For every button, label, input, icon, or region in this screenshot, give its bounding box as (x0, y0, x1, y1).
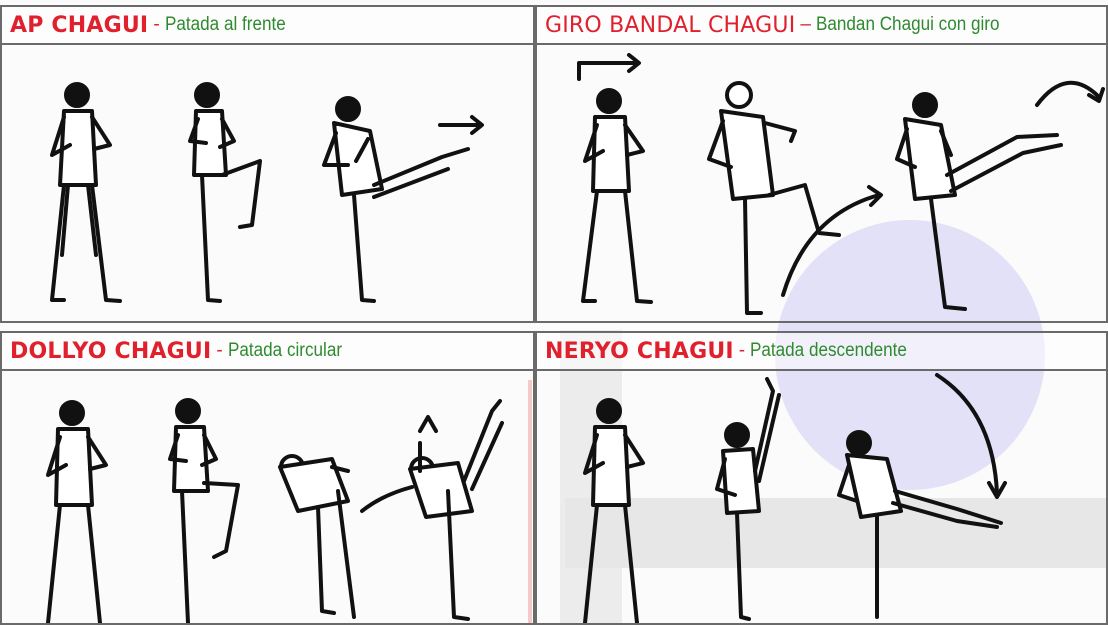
separator: – (800, 14, 811, 35)
figure-sequence (537, 371, 1106, 623)
panel-header (537, 7, 1106, 45)
motion-arrow (937, 375, 997, 493)
separator: - (216, 340, 223, 361)
technique-description: Bandan Chagui con giro (815, 14, 1000, 35)
fighter-figure (48, 402, 106, 623)
motion-arrow (362, 487, 412, 511)
fighter-figure (410, 401, 502, 619)
panel-dollyo-chagui (0, 331, 535, 625)
technique-description: Patada al frente (164, 14, 286, 35)
panel-header (537, 333, 1106, 371)
arrowhead (420, 417, 436, 431)
figure-sequence (2, 45, 533, 321)
fighter-figure (583, 90, 651, 302)
fighter-figure (839, 432, 1001, 617)
technique-name: GIRO BANDAL CHAGUI (545, 12, 796, 38)
fighter-figure (717, 379, 779, 619)
fighter-figure (324, 98, 468, 301)
technique-description: Patada descendente (750, 340, 907, 361)
figure-sequence (2, 371, 533, 623)
fighter-figure (190, 84, 260, 301)
fighter-figure (52, 84, 120, 301)
fighter-figure (585, 400, 643, 623)
panel-header (2, 7, 533, 45)
panel-giro-bandal-chagui (535, 5, 1108, 323)
separator: - (738, 340, 746, 361)
panel-neryo-chagui (535, 331, 1108, 625)
panel-header (2, 333, 533, 371)
technique-name: DOLLYO CHAGUI (10, 338, 212, 364)
fighter-figure (280, 456, 354, 617)
figure-sequence (537, 45, 1106, 321)
separator: - (153, 14, 160, 35)
fighter-figure (897, 94, 1061, 309)
technique-description: Patada circular (227, 340, 342, 361)
motion-arrow (783, 195, 879, 295)
panel-ap-chagui (0, 5, 535, 323)
technique-name: AP CHAGUI (10, 12, 149, 38)
fighter-figure (170, 400, 238, 623)
fighter-figure (709, 83, 839, 313)
technique-name: NERYO CHAGUI (545, 338, 734, 364)
